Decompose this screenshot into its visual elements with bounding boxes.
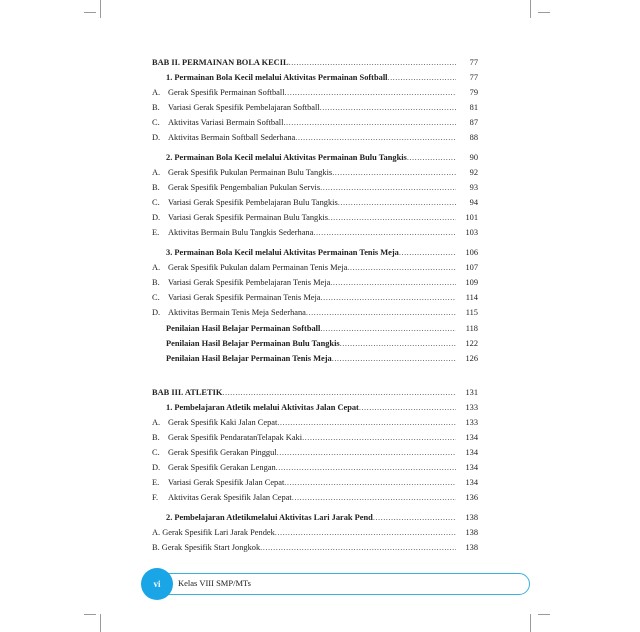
leader-dots: [330, 276, 456, 289]
leader-dots: [338, 196, 456, 209]
toc-entry: [152, 401, 478, 414]
leader-dots: [285, 86, 456, 99]
toc-entry-page: 126: [465, 354, 478, 363]
toc-entry: [152, 526, 478, 539]
toc-entry-title: 3. Permainan Bola Kecil melalui Aktivitas Permainan Tenis Meja: [166, 248, 399, 257]
toc-entry-letter: C.: [152, 293, 160, 302]
toc-entry-title: Aktivitas Bermain Bulu Tangkis Sederhana: [168, 228, 314, 237]
toc-entry-title: BAB II. PERMAINAN BOLA KECIL: [152, 58, 289, 67]
leader-dots: [328, 211, 456, 224]
toc-entry-page: 136: [465, 493, 478, 502]
toc-entry-page: 107: [465, 263, 478, 272]
toc-entry-title: Variasi Gerak Spesifik Pembelajaran Softball: [168, 103, 320, 112]
toc-entry: [152, 461, 478, 474]
toc-entry-page: 92: [469, 168, 478, 177]
crop-mark-bottom-left: [100, 614, 101, 632]
crop-mark-bottom-right: [530, 614, 531, 632]
toc-entry: [152, 116, 478, 129]
toc-entry-title: Aktivitas Bermain Tenis Meja Sederhana: [168, 308, 306, 317]
toc-entry-title: 2. Permainan Bola Kecil melalui Aktivitas Permainan Bulu Tangkis: [166, 153, 407, 162]
toc-entry-page: 103: [465, 228, 478, 237]
leader-dots: [407, 151, 456, 164]
toc-entry: [152, 476, 478, 489]
toc-entry-title: 1. Pembelajaran Atletik melalui Aktivitas Jalan Cepat: [166, 403, 359, 412]
toc-entry-letter: F.: [152, 493, 159, 502]
toc-entry-page: 88: [469, 133, 478, 142]
toc-entry: [152, 352, 478, 365]
toc-entry-page: 77: [469, 73, 478, 82]
leader-dots: [275, 526, 456, 539]
leader-dots: [399, 246, 456, 259]
leader-dots: [260, 541, 456, 554]
leader-dots: [289, 56, 456, 69]
toc-entry-letter: D.: [152, 213, 161, 222]
crop-mark-top-right: [530, 0, 531, 18]
leader-dots: [313, 226, 456, 239]
toc-entry-letter: D.: [152, 308, 161, 317]
page-numeral: vi: [153, 579, 161, 589]
toc-entry-title: Gerak Spesifik Gerakan Pinggul: [168, 448, 277, 457]
toc-entry: [152, 337, 478, 350]
toc-entry-letter: A.: [152, 418, 161, 427]
toc-entry-title: Variasi Gerak Spesifik Pembelajaran Bulu Tangkis: [168, 198, 338, 207]
toc-entry-title: Gerak Spesifik Pengembalian Pukulan Servis: [168, 183, 321, 192]
toc-entry-letter: B.: [152, 278, 160, 287]
toc-entry-title: Aktivitas Gerak Spesifik Jalan Cepat: [168, 493, 292, 502]
toc-entry-title: Gerak Spesifik Gerakan Lengan: [168, 463, 276, 472]
toc-entry: [152, 291, 478, 304]
toc-entry-page: 138: [465, 513, 478, 522]
toc-entry-title: Gerak Spesifik Pukulan dalam Permainan Tenis Meja: [168, 263, 348, 272]
toc-entry-letter: D.: [152, 463, 161, 472]
toc-entry-title: A. Gerak Spesifik Lari Jarak Pendek: [152, 528, 275, 537]
leader-dots: [332, 352, 456, 365]
leader-dots: [276, 461, 456, 474]
toc-entry-title: Penilaian Hasil Belajar Permainan Tenis Meja: [166, 354, 332, 363]
toc-entry: [152, 511, 478, 524]
toc-entry-page: 90: [469, 153, 478, 162]
toc-entry: [152, 446, 478, 459]
crop-mark-bottom-right-h: [538, 614, 550, 615]
toc-entry-letter: B.: [152, 103, 160, 112]
toc-entry-title: Gerak Spesifik Permainan Softball: [168, 88, 285, 97]
leader-dots: [222, 386, 456, 399]
toc-entry-page: 134: [465, 448, 478, 457]
toc-entry-page: 106: [465, 248, 478, 257]
toc-entry-page: 114: [465, 293, 478, 302]
toc-entry: [152, 491, 478, 504]
leader-dots: [340, 337, 456, 350]
crop-mark-top-left-h: [84, 12, 96, 13]
leader-dots: [320, 101, 456, 114]
leader-dots: [284, 476, 456, 489]
toc-entry-letter: B.: [152, 433, 160, 442]
toc-entry-letter: C.: [152, 118, 160, 127]
crop-mark-top-right-h: [538, 12, 550, 13]
footer-label: Kelas VIII SMP/MTs: [178, 578, 251, 588]
toc-entry-page: 118: [465, 324, 478, 333]
toc-entry-page: 133: [465, 403, 478, 412]
toc-entry-page: 134: [465, 463, 478, 472]
toc-entry-page: 77: [469, 58, 478, 67]
toc-entry-title: 2. Pembelajaran Atletikmelalui Aktivitas Lari Jarak Pend: [166, 513, 373, 522]
toc-entry-page: 133: [465, 418, 478, 427]
toc-entry-title: Penilaian Hasil Belajar Permainan Softball: [166, 324, 321, 333]
toc-entry-title: Penilaian Hasil Belajar Permainan Bulu Tangkis: [166, 339, 340, 348]
toc-entry-title: Variasi Gerak Spesifik Jalan Cepat: [168, 478, 285, 487]
toc-entry-page: 93: [469, 183, 478, 192]
toc-entry-title: Gerak Spesifik Pukulan Permainan Bulu Tangkis: [168, 168, 333, 177]
toc-entry-letter: B.: [152, 183, 160, 192]
leader-dots: [306, 306, 456, 319]
toc-entry-letter: A.: [152, 168, 161, 177]
toc-entry-title: Gerak Spesifik Kaki Jalan Cepat: [168, 418, 278, 427]
toc-entry-title: Variasi Gerak Spesifik Pembelajaran Tenis Meja: [168, 278, 331, 287]
toc-entry: [152, 276, 478, 289]
leader-dots: [283, 116, 456, 129]
toc-entry: [152, 71, 478, 84]
leader-dots: [387, 71, 456, 84]
toc-entry-page: 138: [465, 528, 478, 537]
leader-dots: [320, 322, 456, 335]
toc-entry: [152, 246, 478, 259]
toc-entry: [152, 56, 478, 69]
toc-entry: [152, 86, 478, 99]
crop-mark-top-left: [100, 0, 101, 18]
toc-entry-title: Aktivitas Bermain Softball Sederhana: [168, 133, 296, 142]
toc-entry-page: 87: [469, 118, 478, 127]
toc-entry-page: 94: [469, 198, 478, 207]
toc-entry: [152, 101, 478, 114]
leader-dots: [320, 181, 456, 194]
toc-entry: [152, 322, 478, 335]
toc-entry-page: 79: [469, 88, 478, 97]
toc-entry-letter: A.: [152, 263, 161, 272]
leader-dots: [332, 166, 456, 179]
toc-entry-page: 115: [465, 308, 478, 317]
toc-entry-letter: C.: [152, 448, 160, 457]
toc-entry-title: BAB III. ATLETIK: [152, 388, 223, 397]
toc-entry-letter: C.: [152, 198, 160, 207]
leader-dots: [292, 491, 456, 504]
leader-dots: [359, 401, 456, 414]
toc-entry-page: 138: [465, 543, 478, 552]
leader-dots: [302, 431, 456, 444]
toc-entry-letter: D.: [152, 133, 161, 142]
toc-entry: [152, 166, 478, 179]
toc-entry: [152, 386, 478, 399]
toc-entry: [152, 151, 478, 164]
toc-entry: [152, 541, 478, 554]
toc-entry: [152, 131, 478, 144]
toc-entry-page: 134: [465, 478, 478, 487]
toc-entry: [152, 431, 478, 444]
toc-entry: [152, 226, 478, 239]
leader-dots: [295, 131, 456, 144]
toc-entry-letter: E.: [152, 478, 160, 487]
leader-dots: [277, 416, 456, 429]
toc-entry: [152, 261, 478, 274]
leader-dots: [321, 291, 456, 304]
toc-entry-title: 1. Permainan Bola Kecil melalui Aktivitas Permainan Softball: [166, 73, 388, 82]
toc-entry: [152, 181, 478, 194]
toc-entry: [152, 306, 478, 319]
crop-mark-bottom-left-h: [84, 614, 96, 615]
toc-entry: [152, 416, 478, 429]
toc-entry-page: 122: [465, 339, 478, 348]
page-number-badge: [141, 568, 173, 600]
toc-entry-page: 131: [465, 388, 478, 397]
toc-entry-title: Aktivitas Variasi Bermain Softball: [168, 118, 284, 127]
toc-entry-letter: A.: [152, 88, 161, 97]
toc-entry-page: 101: [465, 213, 478, 222]
toc-entry-title: Gerak Spesifik PendaratanTelapak Kaki: [168, 433, 303, 442]
toc-entry-page: 81: [469, 103, 478, 112]
toc-entry-page: 109: [465, 278, 478, 287]
toc-entry: [152, 196, 478, 209]
toc-entry: [152, 211, 478, 224]
toc-entry-page: 134: [465, 433, 478, 442]
leader-dots: [347, 261, 456, 274]
toc-entry-title: B. Gerak Spesifik Start Jongkok: [152, 543, 261, 552]
leader-dots: [277, 446, 456, 459]
toc-entry-letter: E.: [152, 228, 160, 237]
toc-entry-title: Variasi Gerak Spesifik Permainan Bulu Tangkis: [168, 213, 328, 222]
leader-dots: [373, 511, 456, 524]
toc-entry-title: Variasi Gerak Spesifik Permainan Tenis Meja: [168, 293, 321, 302]
